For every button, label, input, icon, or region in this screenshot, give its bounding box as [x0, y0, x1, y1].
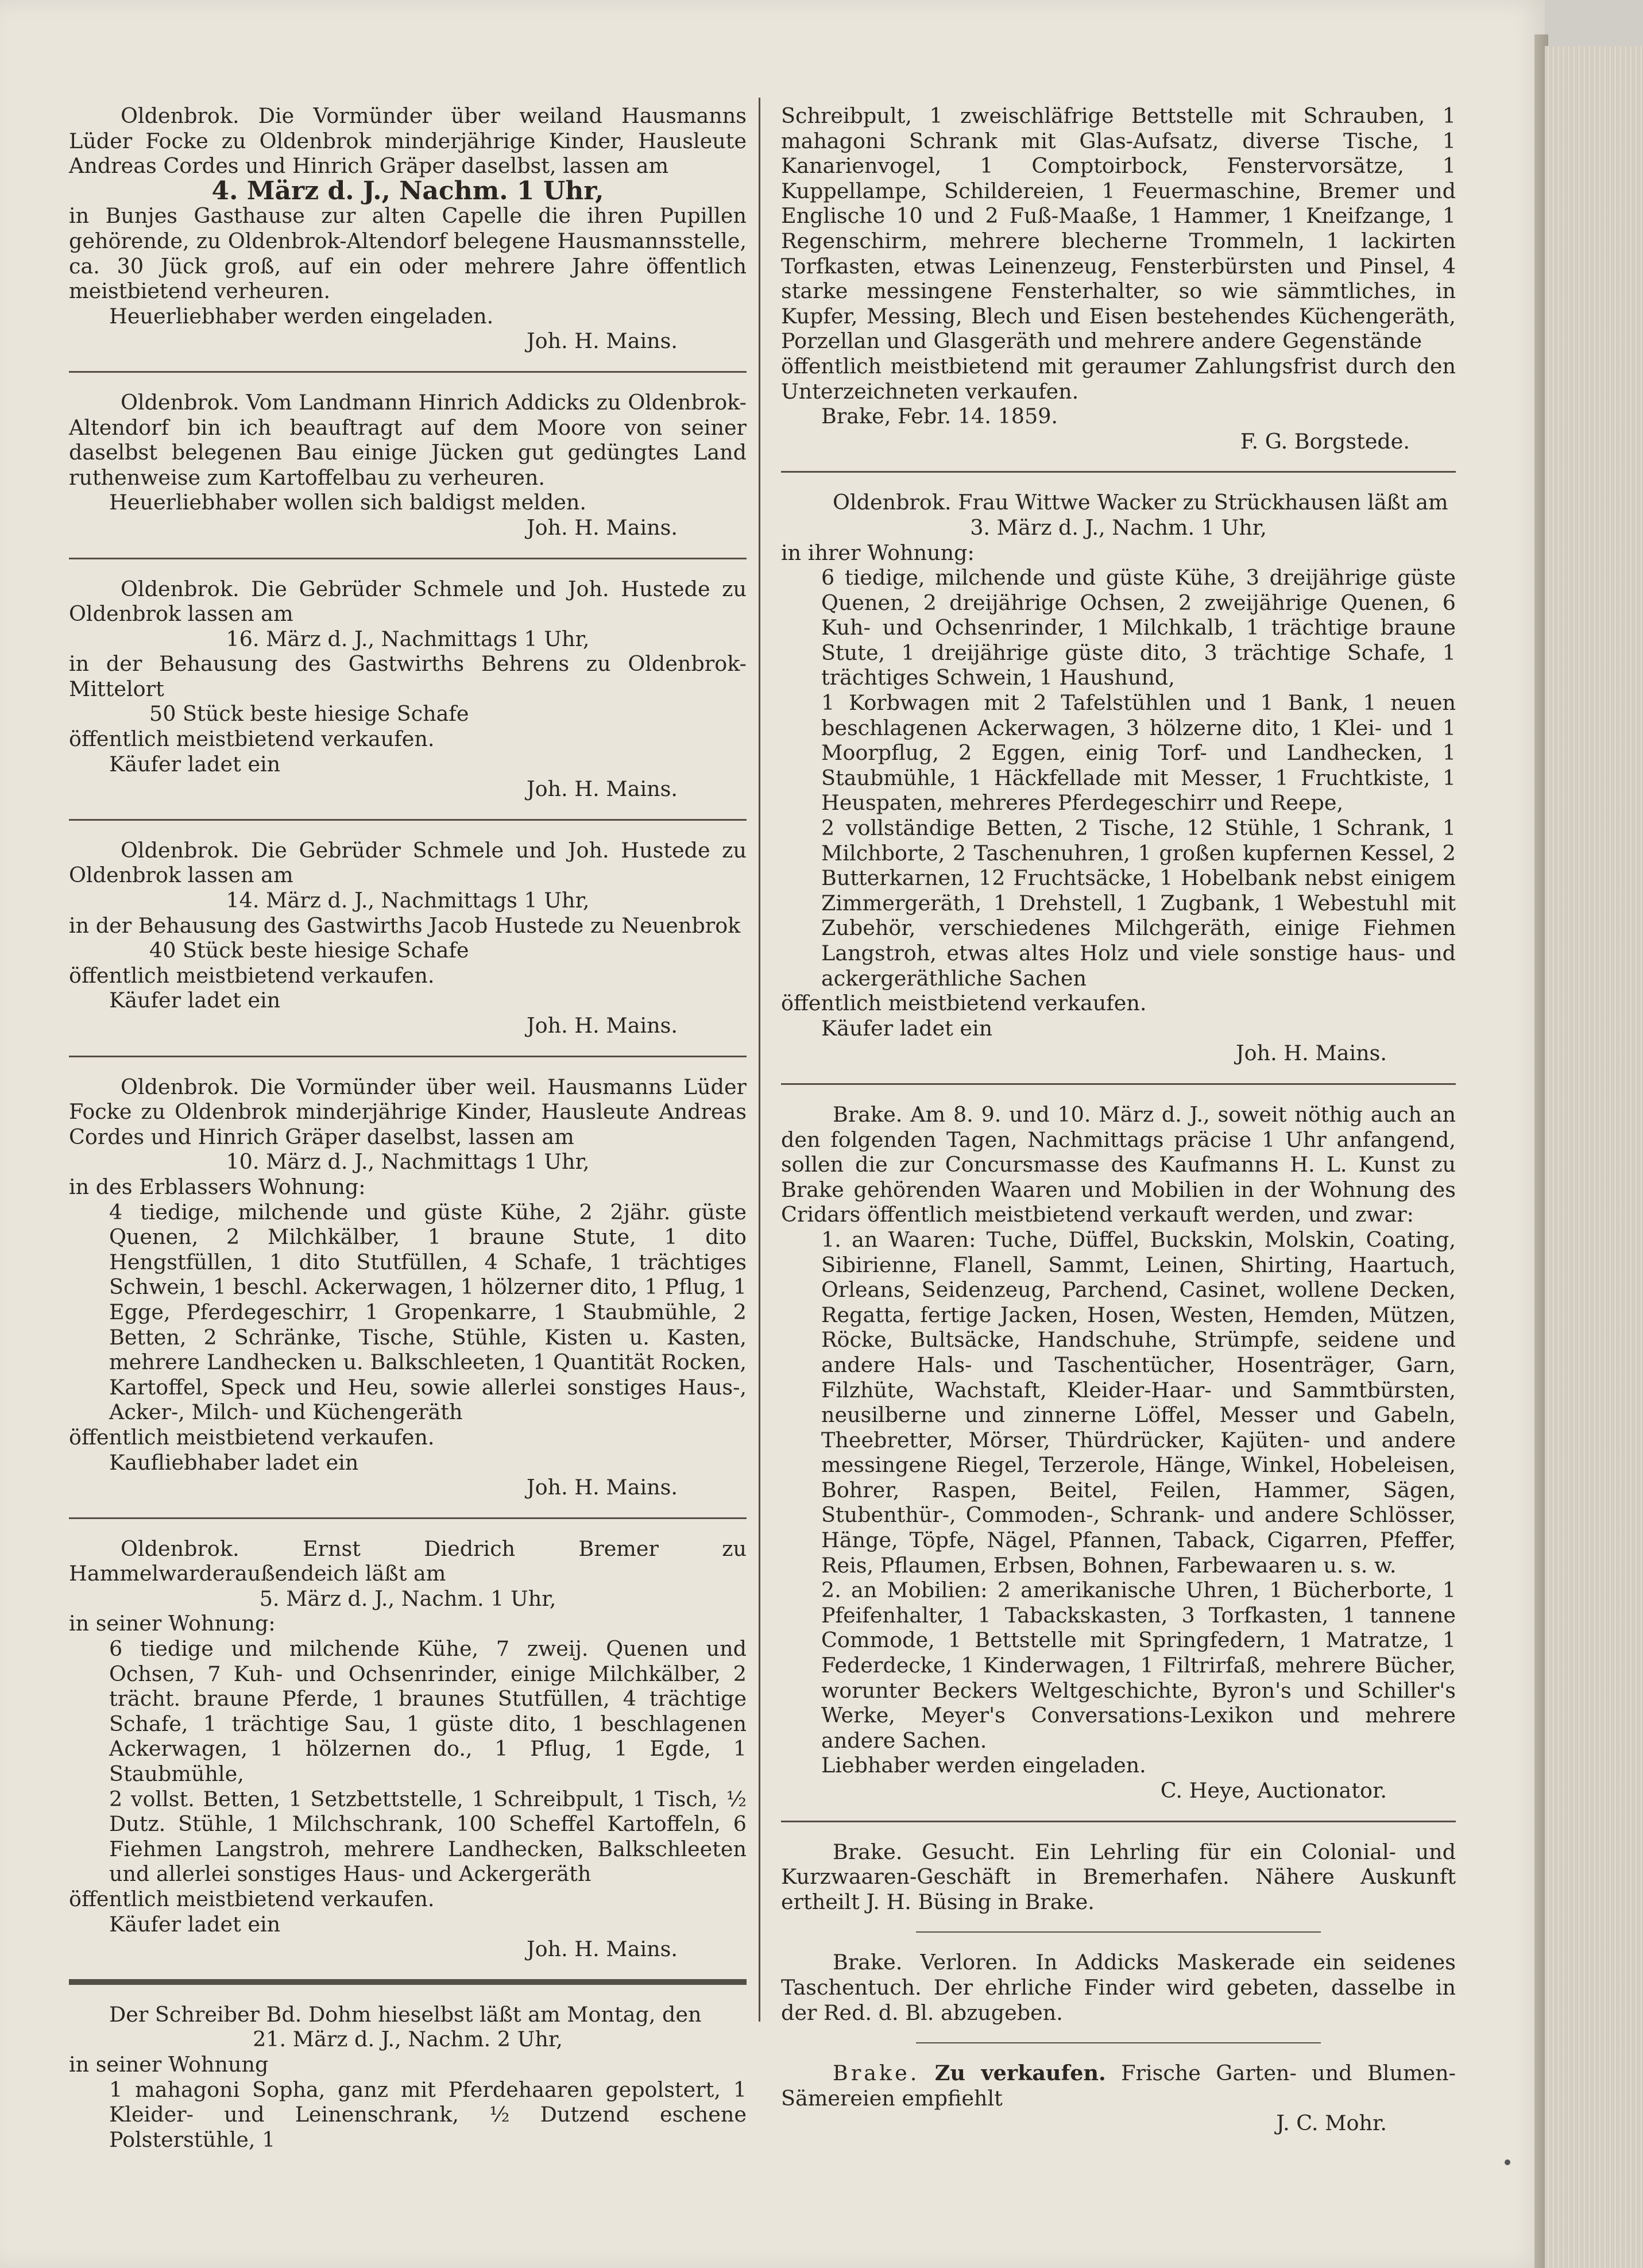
ad-date: Brake, Febr. 14. 1859.	[821, 404, 1058, 429]
ad-signature: C. Heye, Auctionator.	[1160, 1778, 1387, 1803]
ad-text: in seiner Wohnung	[69, 2051, 269, 2077]
ad-signature: Joh. H. Mains.	[1235, 1041, 1387, 1066]
ad-text: Oldenbrok. Frau Wittwe Wacker zu Strückhausen läßt am	[833, 490, 1448, 515]
ad-text: Käufer ladet ein	[821, 1015, 993, 1041]
ad-text: Brake. Verloren. In Addicks Maskerade ein seidenes Taschentuch. Der ehrliche Finder wird gebeten, dasselbe in der Red. d. Bl. abzugeben.	[781, 1950, 1456, 2025]
ad-separator	[781, 471, 1456, 473]
ad-text: Oldenbrok. Ernst Diedrich Bremer zu Hammelwarderaußendeich läßt am	[69, 1536, 747, 1586]
ad-brake-gesucht	[781, 1840, 1456, 1915]
ad-text: Käufer ladet ein	[109, 751, 281, 776]
ad-brake-concurs	[781, 1102, 1456, 1803]
ad-separator	[69, 1056, 747, 1057]
ad-text: Käufer ladet ein	[109, 988, 281, 1013]
ad-text: Der Schreiber Bd. Dohm hieselbst läßt am Montag, den	[109, 2002, 702, 2027]
ad-signature: Joh. H. Mains.	[526, 329, 678, 354]
ad-text: öffentlich meistbietend verkaufen.	[69, 1887, 435, 1911]
ad-text: Oldenbrok. Die Gebrüder Schmele und Joh. Hustede zu Oldenbrok lassen am	[69, 576, 747, 627]
ad-oldenbrok-schafe-14	[69, 838, 747, 1038]
ad-text: 6 tiedige und milchende Kühe, 7 zweij. Quenen und Ochsen, 7 Kuh- und Ochsenrinder, einige Milchkälber, 2 trächt. braune Pferde, 1 braunes Stutfüllen, 4 trächtige Schafe, 1 trächtige Sau, 1 güste dito, 1 beschlagenen Ackerwagen, 1 hölzernen do., 1 Pflug, 1 Egde, 1 Staubmühle,	[109, 1636, 747, 1787]
ad-text: 2. an Mobilien: 2 amerikanische Uhren, 1 Bücherborte, 1 Pfeifenhalter, 1 Tabackskasten, 3 Torfkasten, 1 tannene Commode, 1 Bettstelle mit Springfedern, 1 Matratze, 1 Federdecke, 1 Kinderwagen, 1 Filtrirfaß, mehrere Bücher, worunter Beckers Weltgeschichte, Byron's und Schiller's Werke, Meyer's Conversations-Lexikon und mehrere andere Sachen.	[821, 1578, 1456, 1753]
ad-text: 1 Korbwagen mit 2 Tafelstühlen und 1 Bank, 1 neuen beschlagenen Ackerwagen, 3 hölzerne dito, 1 Klei- und 1 Moorpflug, 2 Eggen, einig Torf- und Landhecken, 1 Staubmühle, 1 Häckfellade mit Messer, 1 Fruchtkiste, 1 Heuspaten, mehreres Pferdegeschirr und Reepe,	[821, 690, 1456, 816]
ad-date: 5. März d. J., Nachm. 1 Uhr,	[259, 1586, 556, 1611]
ad-separator	[781, 1821, 1456, 1822]
ad-text: 50 Stück beste hiesige Schafe	[149, 701, 469, 727]
ad-text: in der Behausung des Gastwirths Jacob Hustede zu Neuenbrok	[69, 913, 741, 938]
column-divider	[759, 98, 760, 2022]
ad-text: 40 Stück beste hiesige Schafe	[149, 938, 469, 963]
ad-separator	[69, 1517, 747, 1519]
ad-text: Kaufliebhaber ladet ein	[109, 1450, 359, 1475]
ad-brake-verloren	[781, 1950, 1456, 2025]
ad-oldenbrok-schafe-16	[69, 577, 747, 802]
ad-signature: Joh. H. Mains.	[526, 515, 678, 540]
ad-signature: Joh. H. Mains.	[526, 1937, 678, 1962]
ad-signature: J. C. Mohr.	[1276, 2111, 1387, 2136]
ad-separator	[69, 819, 747, 821]
ad-oldenbrok-hausmannsstelle	[69, 103, 747, 354]
ad-signature: F. G. Borgstede.	[1240, 428, 1410, 454]
ad-signature: Joh. H. Mains.	[526, 776, 678, 802]
ad-text: Oldenbrok. Die Vormünder über weiland Hausmanns Lüder Focke zu Oldenbrok minderjährige Kinder, Hausleute Andreas Cordes und Hinrich Gräper daselbst, lassen am	[69, 103, 747, 179]
ad-text: 2 vollständige Betten, 2 Tische, 12 Stühle, 1 Schrank, 1 Milchborte, 2 Taschenuhren, 1 großen kupfernen Kessel, 2 Butterkarnen, 12 Fruchtsäcke, 1 Hobelbank nebst einigem Zimmergeräth, 1 Drehstell, 1 Zugbank, 1 Webestuhl mit Zubehör, verschiedenes Milchgeräth, einige Fiehmen Langstroh, etwas altes Holz und viele sonstige haus- und ackergeräthliche Sachen	[821, 816, 1456, 991]
ad-text: öffentlich meistbietend verkaufen.	[781, 991, 1147, 1016]
ad-signature: Joh. H. Mains.	[526, 1013, 678, 1038]
ad-separator	[781, 1083, 1456, 1085]
ad-date: 4. März d. J., Nachm. 1 Uhr,	[211, 176, 604, 206]
ad-separator	[916, 2042, 1321, 2043]
left-column	[69, 103, 747, 2268]
ad-text: in Bunjes Gasthause zur alten Capelle die ihren Pupillen gehörende, zu Oldenbrok-Altendorf belegene Hausmannsstelle, ca. 30 Jück groß, auf ein oder mehrere Jahre öffentlich meistbietend verheuren.	[69, 203, 747, 304]
ad-date: 10. März d. J., Nachmittags 1 Uhr,	[226, 1149, 590, 1174]
ad-place: Brake.	[833, 2061, 920, 2086]
ad-separator	[916, 1931, 1321, 1933]
right-column	[781, 103, 1456, 2268]
ad-text: 2 vollst. Betten, 1 Setzbettstelle, 1 Schreibpult, 1 Tisch, ½ Dutz. Stühle, 1 Milchschrank, 100 Scheffel Kartoffeln, 6 Fiehmen Langstroh, mehrere Landhecken, Balkschleeten und allerlei sonstiges Haus- und Ackergeräth	[109, 1786, 747, 1887]
book-page-edges	[1545, 46, 1643, 2268]
ad-separator	[69, 1979, 747, 1985]
ad-text: 1 mahagoni Sopha, ganz mit Pferdehaaren gepolstert, 1 Kleider- und Leinenschrank, ½ Dutzend eschene Polsterstühle, 1	[109, 2077, 747, 2152]
ad-text: Heuerliebhaber wollen sich baldigst melden.	[109, 490, 586, 515]
ad-signature: Joh. H. Mains.	[526, 1475, 678, 1500]
ad-date: 3. März d. J., Nachm. 1 Uhr,	[970, 515, 1267, 540]
ad-text: Heuerliebhaber werden eingeladen.	[109, 303, 494, 329]
ad-oldenbrok-bremer	[69, 1536, 747, 1962]
ad-heading: Zu verkaufen.	[934, 2061, 1106, 2086]
ad-text: öffentlich meistbietend verkaufen.	[69, 963, 435, 988]
ad-text: in des Erblassers Wohnung:	[69, 1174, 366, 1199]
ad-text: Brake. Am 8. 9. und 10. März d. J., soweit nöthig auch an den folgenden Tagen, Nachmittags präcise 1 Uhr anfangend, sollen die zur Concursmasse des Kaufmanns H. L. Kunst zu Brake gehörenden Waaren und Mobilien in der Wohnung des Cridars öffentlich meistbietend verkauft werden, und zwar:	[781, 1102, 1456, 1227]
ad-oldenbrok-kartoffelland	[69, 390, 747, 540]
ad-text: in seiner Wohnung:	[69, 1611, 276, 1636]
ad-text: 4 tiedige, milchende und güste Kühe, 2 2jähr. güste Quenen, 2 Milchkälber, 1 braune Stute, 1 dito Hengstfüllen, 1 dito Stutfüllen, 4 Schafe, 1 trächtiges Schwein, 1 beschl. Ackerwagen, 1 hölzerner dito, 1 Pflug, 1 Egge, Pferdegeschirr, 1 Gropenkarre, 1 Staubmühle, 2 Betten, 2 Schränke, Tische, Stühle, Kisten u. Kasten, mehrere Landhecken u. Balkschleeten, 1 Quantität Rocken, Kartoffel, Speck und Heu, sowie allerlei sonstiges Haus-, Acker-, Milch- und Küchengeräth	[109, 1199, 747, 1425]
ad-dohm-mobilien	[69, 2002, 747, 2153]
ad-separator	[69, 558, 747, 559]
margin-dot	[1505, 2159, 1510, 2165]
ad-text: öffentlich meistbietend verkaufen.	[69, 1424, 435, 1450]
ad-text: in der Behausung des Gastwirths Behrens zu Oldenbrok-Mittelort	[69, 651, 747, 701]
ad-text: Schreibpult, 1 zweischläfrige Bettstelle mit Schrauben, 1 mahagoni Schrank mit Glas-Aufsatz, diverse Tische, 1 Kanarienvogel, 1 Comptoirbock, Fenstervorsätze, 1 Kuppellampe, Schildereien, 1 Feuermaschine, Bremer und Englische 10 und 2 Fuß-Maaße, 1 Hammer, 1 Kneifzange, 1 Regenschirm, mehrere blecherne Trommeln, 1 lackirten Torfkasten, etwas Leinenzeug, Fensterbürsten und Pinsel, 4 starke messingene Fensterhalter, so wie sämmtliches, in Kupfer, Messing, Blech und Eisen bestehendes Küchengeräth, Porzellan und Glasgeräth und mehrere andere Gegenstände	[781, 103, 1456, 354]
ad-text: Oldenbrok. Vom Landmann Hinrich Addicks zu Oldenbrok-Altendorf bin ich beauftragt auf dem Moore von seiner daselbst belegenen Bau einige Jücken gut gedüngtes Land ruthenweise zum Kartoffelbau zu verheuren.	[69, 389, 747, 490]
ad-separator	[69, 371, 747, 373]
ad-oldenbrok-erblasser	[69, 1075, 747, 1500]
ad-date: 16. März d. J., Nachmittags 1 Uhr,	[226, 626, 590, 651]
ad-text: Käufer ladet ein	[109, 1911, 281, 1937]
ad-text: in ihrer Wohnung:	[781, 540, 975, 565]
ad-text: 6 tiedige, milchende und güste Kühe, 3 dreijährige güste Quenen, 2 dreijährige Ochsen, 2 zweijährige Quenen, 6 Kuh- und Ochsenrinder, 1 Milchkalb, 1 trächtige braune Stute, 1 dreijährige güste dito, 3 trächtige Schafe, 1 trächtiges Schwein, 1 Haushund,	[821, 565, 1456, 690]
ad-brake-verkaufen	[781, 2061, 1456, 2136]
ad-text: öffentlich meistbietend verkaufen.	[69, 727, 435, 752]
ad-text: Oldenbrok. Die Gebrüder Schmele und Joh. Hustede zu Oldenbrok lassen am	[69, 837, 747, 888]
ad-borgstede-continued	[781, 103, 1456, 454]
ad-text: 1. an Waaren: Tuche, Düffel, Buckskin, Molskin, Coating, Sibirienne, Flanell, Sammt, Leinen, Shirting, Haartuch, Orleans, Seidenzeug, Parchend, Casinet, wollene Decken, Regatta, fertige Jacken, Hosen, Westen, Hemden, Mützen, Röcke, Bultsäcke, Handschuhe, Strümpfe, seidene und andere Hals- und Taschentücher, Hosenträger, Garn, Filzhüte, Wachstaft, Kleider-Haar- und Sammtbürsten, neusilberne und zinnerne Löffel, Messer und Gabeln, Theebretter, Mörser, Thürdrücker, Kajüten- und andere messingene Riegel, Terzerole, Hänge, Winkel, Hobeleisen, Bohrer, Raspen, Beitel, Feilen, Hammer, Sägen, Stubenthür-, Commoden-, Schrank- und andere Schlösser, Hänge, Töpfe, Nägel, Pfannen, Taback, Cigarren, Pfeffer, Reis, Pflaumen, Erbsen, Bohnen, Farbewaaren u. s. w.	[821, 1227, 1456, 1578]
ad-date: 14. März d. J., Nachmittags 1 Uhr,	[226, 888, 590, 913]
ad-text: Frische Garten- und Blumen-Sämereien empfiehlt	[781, 2061, 1456, 2111]
ad-text: Liebhaber werden eingeladen.	[821, 1753, 1146, 1778]
ad-text: öffentlich meistbietend mit geraumer Zahlungsfrist durch den Unterzeichneten verkaufen.	[781, 353, 1456, 404]
ad-oldenbrok-wacker	[781, 490, 1456, 1066]
ad-date: 21. März d. J., Nachm. 2 Uhr,	[253, 2027, 563, 2052]
ad-text: Oldenbrok. Die Vormünder über weil. Hausmanns Lüder Focke zu Oldenbrok minderjährige Kinder, Hausleute Andreas Cordes und Hinrich Gräper daselbst, lassen am	[69, 1074, 747, 1149]
ad-text: Brake. Gesucht. Ein Lehrling für ein Colonial- und Kurzwaaren-Geschäft in Bremerhafen. Nähere Auskunft ertheilt J. H. Büsing in Brake.	[781, 1839, 1456, 1914]
